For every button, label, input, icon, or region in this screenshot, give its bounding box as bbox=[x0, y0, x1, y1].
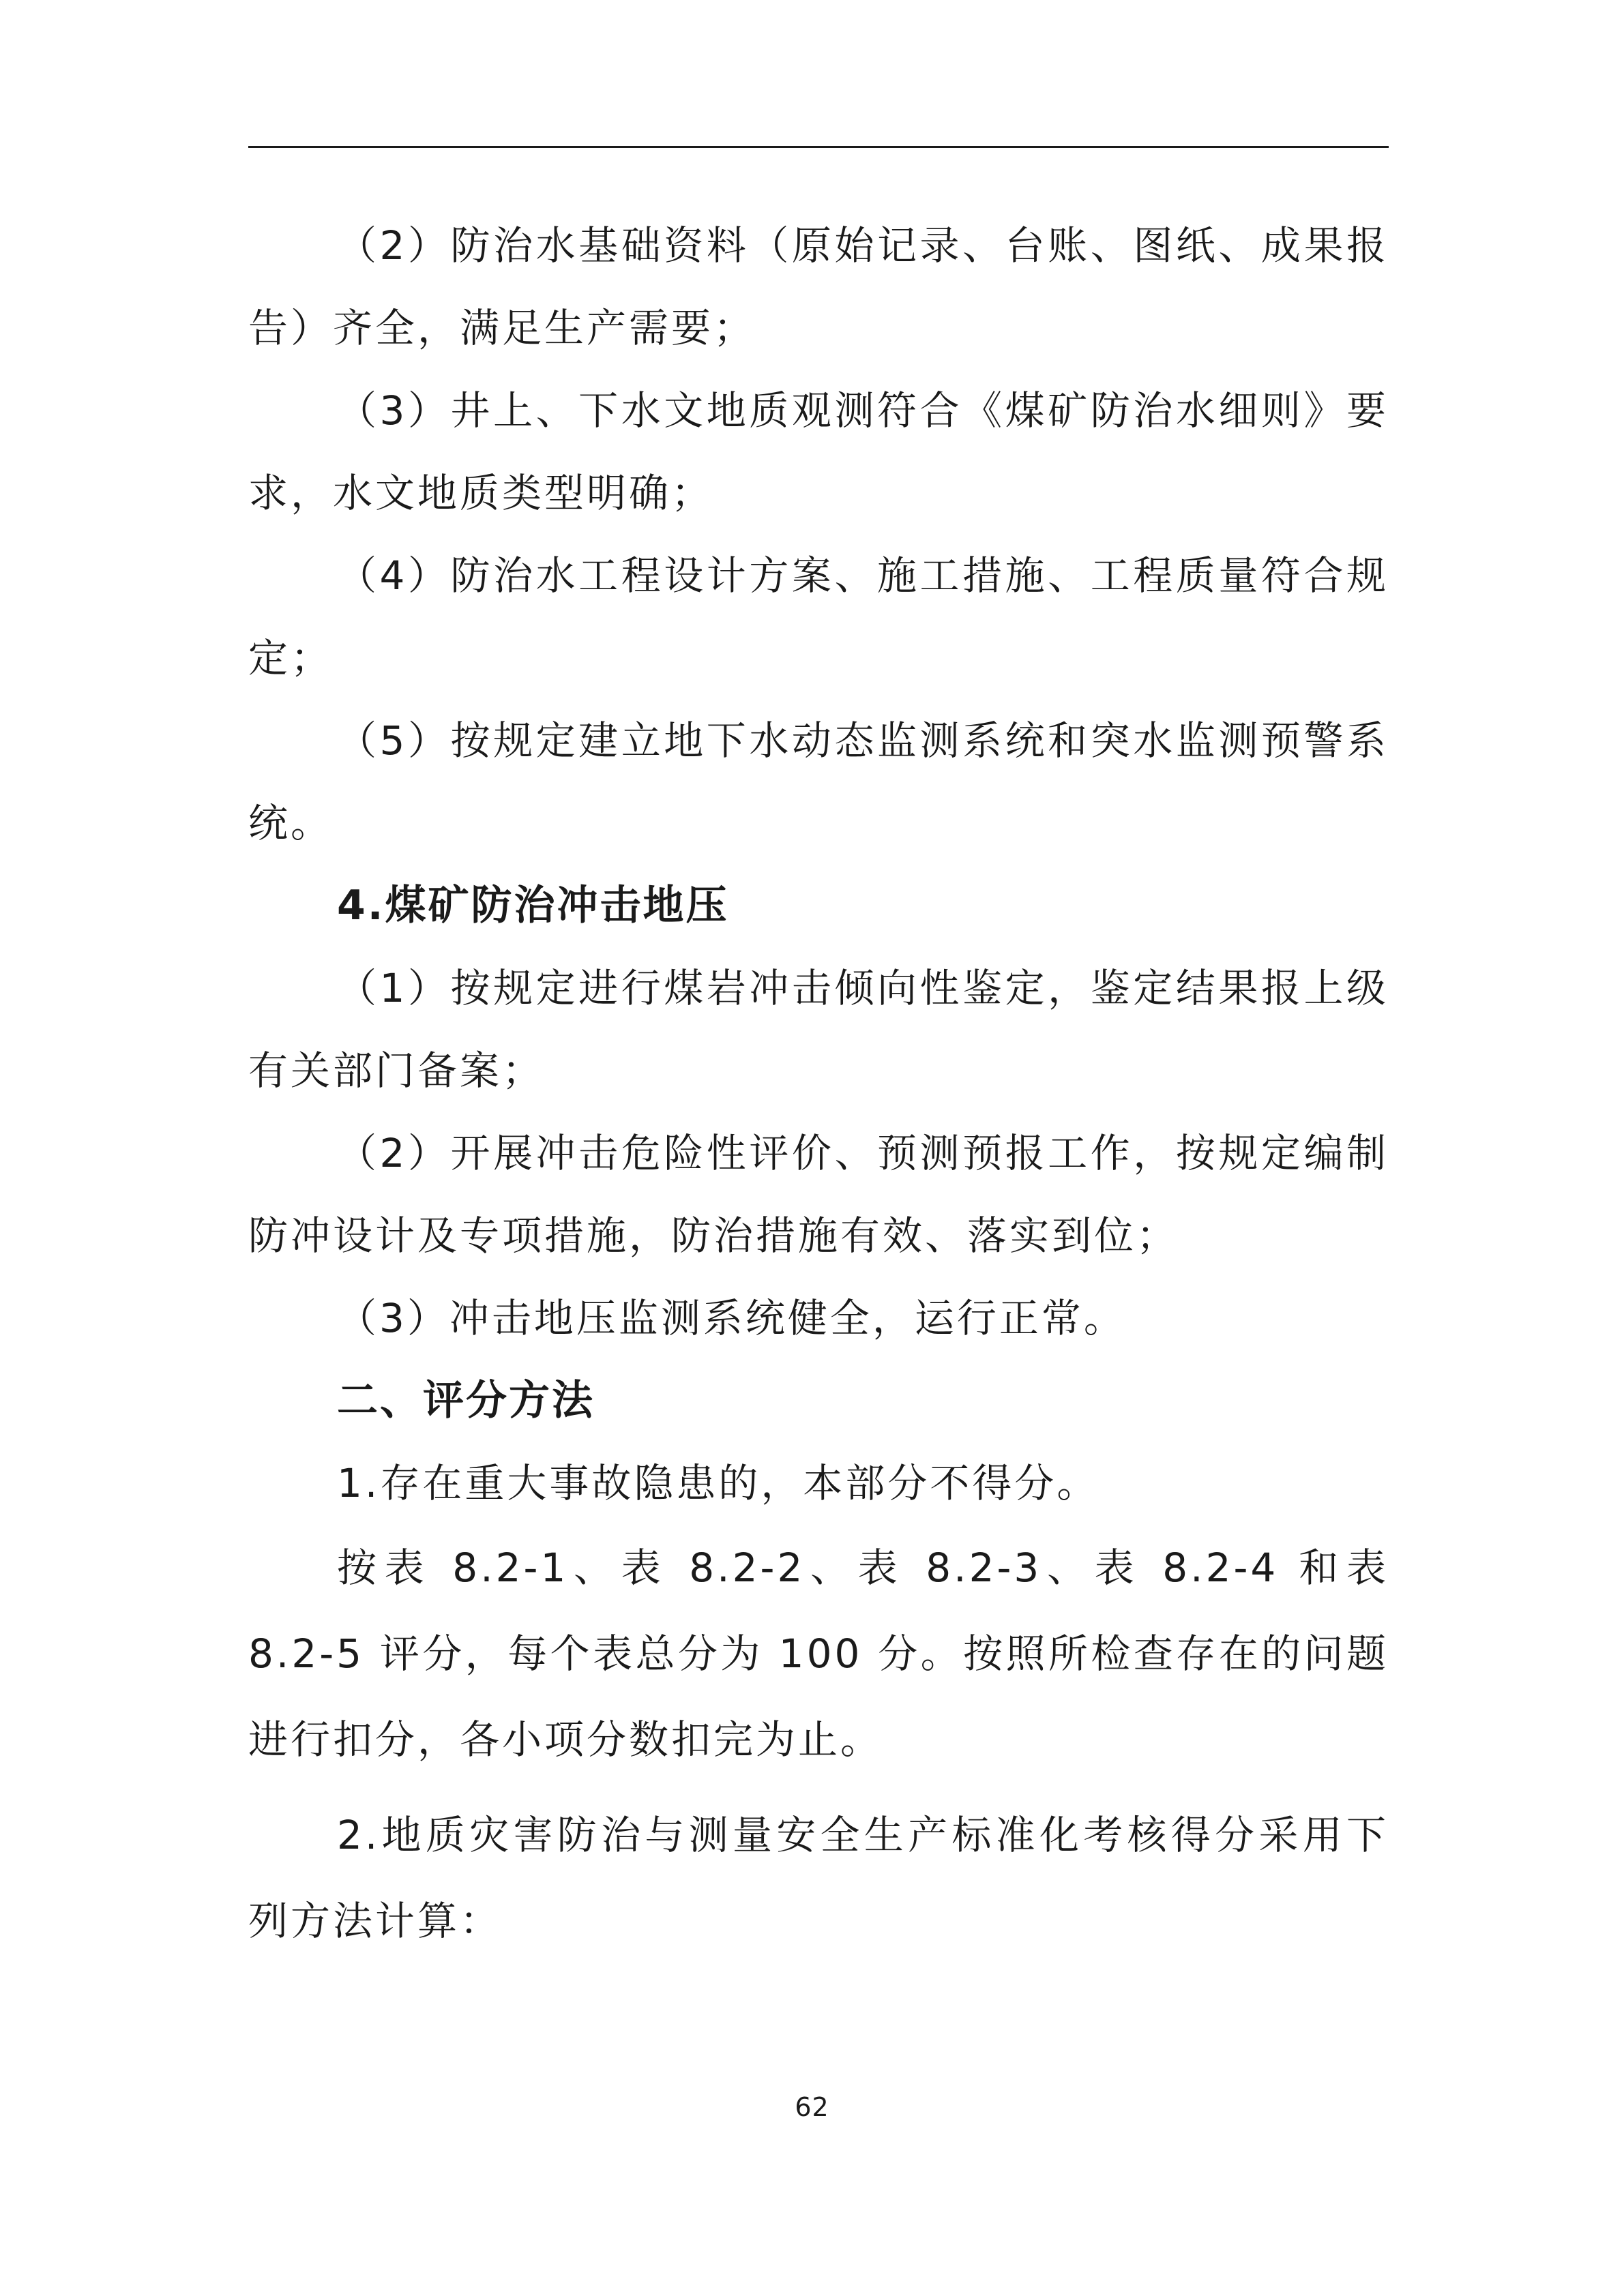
paragraph-monitoring-system: （5）按规定建立地下水动态监测系统和突水监测预警系统。 bbox=[248, 717, 1389, 846]
paragraph-engineering-design: （4）防治水工程设计方案、施工措施、工程质量符合规定； bbox=[248, 552, 1389, 681]
page-body bbox=[248, 205, 1389, 1964]
paragraph-hydrogeology: （3）井上、下水文地质观测符合《煤矿防治水细则》要求，水文地质类型明确； bbox=[248, 387, 1389, 516]
paragraph-rockburst-evaluation: （2）开展冲击危险性评价、预测预报工作，按规定编制防冲设计及专项措施，防治措施有效、落实到位； bbox=[248, 1130, 1389, 1259]
paragraph-major-hazard: 1.存在重大事故隐患的，本部分不得分。 bbox=[337, 1460, 1099, 1506]
section-heading-rockburst: 4.煤矿防治冲击地压 bbox=[337, 882, 729, 929]
paragraph-calculation-method: 2.地质灾害防治与测量安全生产标准化考核得分采用下列方法计算： bbox=[248, 1812, 1389, 1944]
header-rule bbox=[248, 146, 1389, 148]
paragraph-water-records: （2）防治水基础资料（原始记录、台账、图纸、成果报告）齐全，满足生产需要； bbox=[248, 222, 1389, 351]
paragraph-rockburst-monitoring: （3）冲击地压监测系统健全，运行正常。 bbox=[337, 1295, 1126, 1341]
paragraph-rockburst-appraisal: （1）按规定进行煤岩冲击倾向性鉴定，鉴定结果报上级有关部门备案； bbox=[248, 965, 1389, 1094]
paragraph-scoring-tables: 按表 8.2-1、表 8.2-2、表 8.2-3、表 8.2-4 和表 8.2-5 评分，每个表总分为 100 分。按照所检查存在的问题进行扣分，各小项分数扣完为止。 bbox=[248, 1545, 1389, 1763]
section-heading-scoring-method: 二、评分方法 bbox=[337, 1377, 595, 1425]
page-number: 62 bbox=[795, 2092, 829, 2122]
